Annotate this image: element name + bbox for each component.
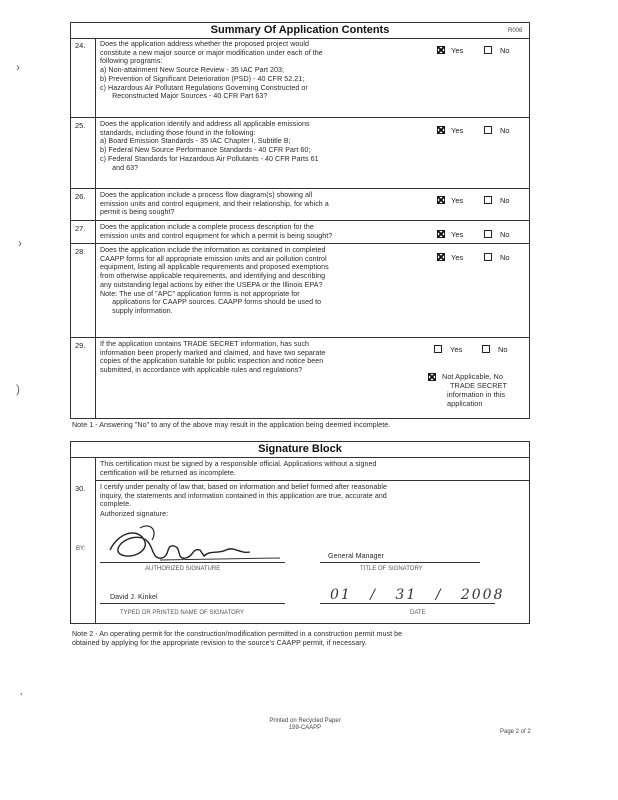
q29-text: If the application contains TRADE SECRET information, has such information been properly marked and claimed, and have two separate copies of the application suitable for public inspection and notice been submitted, in accordance with applicable rules and regulations? (100, 340, 326, 375)
q29-no-checkbox[interactable] (482, 345, 490, 353)
q29-yes-checkbox[interactable] (434, 345, 442, 353)
summary-header: Summary Of Application Contents (210, 24, 390, 36)
q27-text: Does the application include a complete process description for the emission units and control equipment for which a permit is being sought? (100, 223, 333, 240)
q28-number: 28. (75, 247, 86, 256)
note-1: Note 1 - Answering "No" to any of the above may result in the application being deemed incomplete. (72, 421, 391, 429)
q26-no-label: No (500, 196, 510, 205)
scan-mark: › (16, 60, 20, 74)
typed-name: David J. Kinkel (110, 593, 158, 601)
scan-mark: ‘ (20, 690, 23, 704)
signature-caption: AUTHORIZED SIGNATURE (145, 566, 221, 572)
q28-yes-label: Yes (451, 253, 464, 262)
signature-date: 01 / 31 / 2008 (330, 587, 505, 603)
date-caption: DATE (410, 610, 426, 616)
q25-text: Does the application identify and address all applicable emissions standards, including those found in the following: a) Board Emission Standards - 35 IAC Chapter I, Subtitle B; b) Federal New Source Performance Standards - 40 CFR Part 60; c) Federal Standards for Hazardous Air Pollutants - 40 CFR Parts 61 and 63? (100, 120, 319, 172)
q25-no-label: No (500, 126, 510, 135)
q26-text: Does the application include a process flow diagram(s) showing all emission units and control equipment, and their relationship, for which a permit is being sought? (100, 191, 329, 217)
scan-mark: ) (16, 382, 20, 396)
q29-not-applicable-checkbox[interactable] (428, 373, 436, 381)
q26-yes-checkbox[interactable] (437, 196, 445, 204)
q26-yes-label: Yes (451, 196, 464, 205)
q25-number: 25. (75, 121, 86, 130)
q28-no-label: No (500, 253, 510, 262)
q24-number: 24. (75, 41, 86, 50)
name-caption: TYPED OR PRINTED NAME OF SIGNATORY (120, 610, 245, 616)
note-2: Note 2 - An operating permit for the construction/modification permitted in a construction permit must be obtained by applying for the appropriate revision to the source's CAAPP permit, if necessary. (72, 630, 403, 647)
q24-yes-label: Yes (451, 46, 464, 55)
q24-yes-checkbox[interactable] (437, 46, 445, 54)
q24-no-checkbox[interactable] (484, 46, 492, 54)
page-number: Page 2 of 2 (500, 729, 531, 735)
by-label: BY: (76, 546, 86, 552)
title-caption: TITLE OF SIGNATORY (360, 566, 423, 572)
q29-no-label: No (498, 345, 508, 354)
q25-yes-checkbox[interactable] (437, 126, 445, 134)
q29-number: 29. (75, 341, 86, 350)
q30-number: 30. (75, 484, 86, 493)
q27-yes-checkbox[interactable] (437, 230, 445, 238)
q30-text: I certify under penalty of law that, based on information and belief formed after reasonable inquiry, the statements and information contained in this application are true, accurate and complete. (100, 483, 387, 509)
form-code: R006 (508, 28, 523, 34)
signatory-title: General Manager (328, 552, 384, 560)
signature-header: Signature Block (258, 443, 342, 455)
q25-no-checkbox[interactable] (484, 126, 492, 134)
q29-yes-label: Yes (450, 345, 463, 354)
q29-not-applicable-label: Not Applicable, No TRADE SECRET information in this application (442, 372, 507, 408)
q27-no-label: No (500, 230, 510, 239)
authorized-signature-label: Authorized signature: (100, 510, 169, 518)
q27-number: 27. (75, 224, 86, 233)
q25-yes-label: Yes (451, 126, 464, 135)
q26-number: 26. (75, 192, 86, 201)
q28-no-checkbox[interactable] (484, 253, 492, 261)
q26-no-checkbox[interactable] (484, 196, 492, 204)
q24-text: Does the application address whether the proposed project would constitute a new major source or major modification under each of the following programs: a) Non-attainment New Source Review - 35 IAC Part 203; b) Prevention of Significant Deterioration (PSD) - 40 CFR 52.21; c) Hazardous Air Pollutant Regulations Governing Constructed or Reconstructed Major Sources - 40 CFR Part 63? (100, 40, 323, 101)
scan-mark: › (18, 236, 22, 250)
q27-yes-label: Yes (451, 230, 464, 239)
q24-no-label: No (500, 46, 510, 55)
footer-center: Printed on Recycled Paper 199-CAAPP (269, 718, 341, 731)
signature-intro: This certification must be signed by a responsible official. Applications without a signed certification will be returned as incomplete. (100, 460, 377, 477)
q28-yes-checkbox[interactable] (437, 253, 445, 261)
q27-no-checkbox[interactable] (484, 230, 492, 238)
q28-text: Does the application include the information as contained in completed CAAPP forms for all appropriate emission units and air pollution control equipment, listing all applicable requirements and proposed exemptions from otherwise applicable requirements, and identifying and describing any outstanding legal actions by either the USEPA or the Illinois EPA? Note: The use of "APC" application forms is not appropriate for applications for CAAPP sources. CAAPP forms should be used to supply information. (100, 246, 329, 315)
